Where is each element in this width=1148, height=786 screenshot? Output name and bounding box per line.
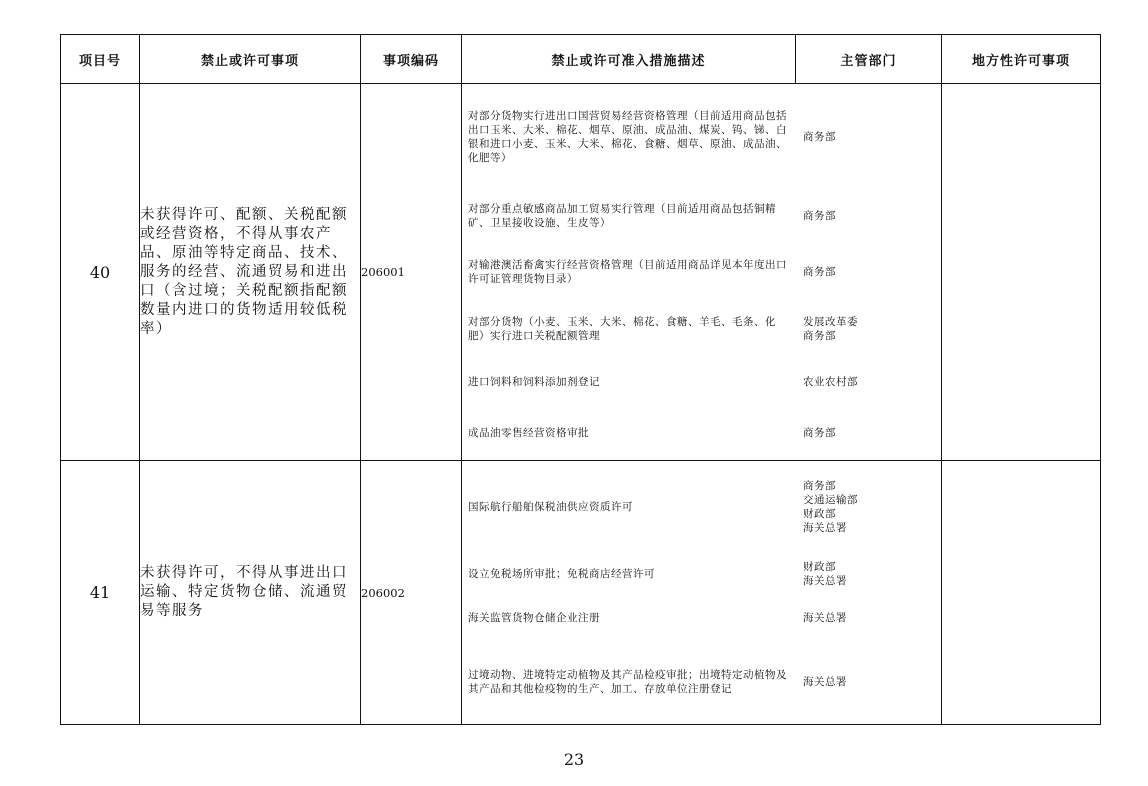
measure-department	[796, 479, 941, 535]
row-local-permit	[942, 84, 1101, 461]
department-name: 海关总署	[803, 521, 847, 534]
row-measures	[462, 461, 942, 725]
measure-description: 进口饲料和饲料添加剂登记	[468, 375, 600, 388]
measure-department	[796, 130, 941, 144]
measure-department	[796, 265, 941, 279]
department-name: 财政部	[803, 507, 836, 520]
header-item: 禁止或许可事项	[140, 35, 361, 84]
department-name: 商务部	[803, 209, 836, 222]
header-local-permit: 地方性许可事项	[942, 35, 1101, 84]
measure-department	[796, 611, 941, 625]
measure-row	[462, 640, 941, 724]
department-name: 商务部	[803, 265, 836, 278]
measure-department	[796, 426, 941, 440]
department-name: 商务部	[803, 131, 836, 143]
header-item-number: 项目号	[61, 35, 140, 84]
measure-row	[462, 243, 941, 301]
measure-row	[462, 407, 941, 459]
measure-department	[796, 560, 941, 588]
table-header-row	[61, 35, 1101, 84]
table-row-41	[61, 461, 1101, 725]
measure-row	[462, 357, 941, 407]
department-name: 海关总署	[803, 611, 847, 624]
measure-row	[462, 462, 941, 552]
row-item: 未获得许可，不得从事进出口运输、特定货物仓储、流通贸易等服务	[140, 461, 361, 725]
department-name: 交通运输部	[803, 493, 858, 506]
department-name: 商务部	[803, 426, 836, 439]
measure-department	[796, 209, 941, 223]
measure-department	[796, 315, 941, 343]
measure-row	[462, 86, 941, 189]
measure-department	[796, 375, 941, 389]
header-measures: 禁止或许可准入措施描述	[462, 35, 796, 84]
measure-description: 过境动物、进境特定动植物及其产品检疫审批；出境特定动植物及其产品和其他检疫物的生产、加工、存放单位注册登记	[468, 668, 787, 695]
measure-row	[462, 189, 941, 243]
row-code: 206002	[361, 461, 462, 725]
measure-description: 对输港澳活畜禽实行经营资格管理（目前适用商品详见本年度出口许可证管理货物目录）	[468, 258, 787, 285]
row-number: 41	[61, 461, 140, 725]
row-local-permit	[942, 461, 1101, 725]
table-row-40	[61, 84, 1101, 461]
department-name: 发展改革委	[803, 315, 858, 328]
header-department: 主管部门	[796, 35, 942, 84]
page-number: 23	[563, 750, 585, 769]
measure-description: 对部分货物（小麦、玉米、大米、棉花、食糖、羊毛、毛条、化肥）实行进口关税配额管理	[468, 315, 776, 342]
row-number: 40	[61, 84, 140, 461]
measure-description: 对部分重点敏感商品加工贸易实行管理（目前适用商品包括铜精矿、卫星接收设施、生皮等）	[468, 202, 776, 229]
measure-row	[462, 596, 941, 640]
row-code: 206001	[361, 84, 462, 461]
measure-row	[462, 552, 941, 596]
measure-description: 设立免税场所审批；免税商店经营许可	[468, 567, 655, 580]
department-name: 海关总署	[803, 574, 847, 587]
measure-description: 成品油零售经营资格审批	[468, 426, 589, 439]
row-item: 未获得许可、配额、关税配额或经营资格，不得从事农产品、原油等特定商品、技术、服务的经营、流通贸易和进出口（含过境；关税配额指配额数量内进口的货物适用较低税率）	[140, 84, 361, 461]
measure-description: 对部分货物实行进出口国营贸易经营资格管理（目前适用商品包括出口玉米、大米、棉花、烟草、原油、成品油、煤炭、钨、锑、白银和进口小麦、玉米、大米、棉花、食糖、烟草、原油、成品油、化肥等）	[468, 110, 787, 164]
measure-description: 海关监管货物仓储企业注册	[468, 611, 600, 624]
measure-description: 国际航行船舶保税油供应资质许可	[468, 500, 633, 513]
department-name: 海关总署	[803, 675, 847, 688]
department-name: 农业农村部	[803, 375, 858, 388]
department-name: 商务部	[803, 479, 836, 492]
measure-row	[462, 301, 941, 357]
department-name: 商务部	[803, 329, 836, 342]
measure-department	[796, 675, 941, 689]
row-measures	[462, 84, 942, 461]
header-code: 事项编码	[361, 35, 462, 84]
department-name: 财政部	[803, 560, 836, 573]
permit-table	[60, 34, 1101, 725]
